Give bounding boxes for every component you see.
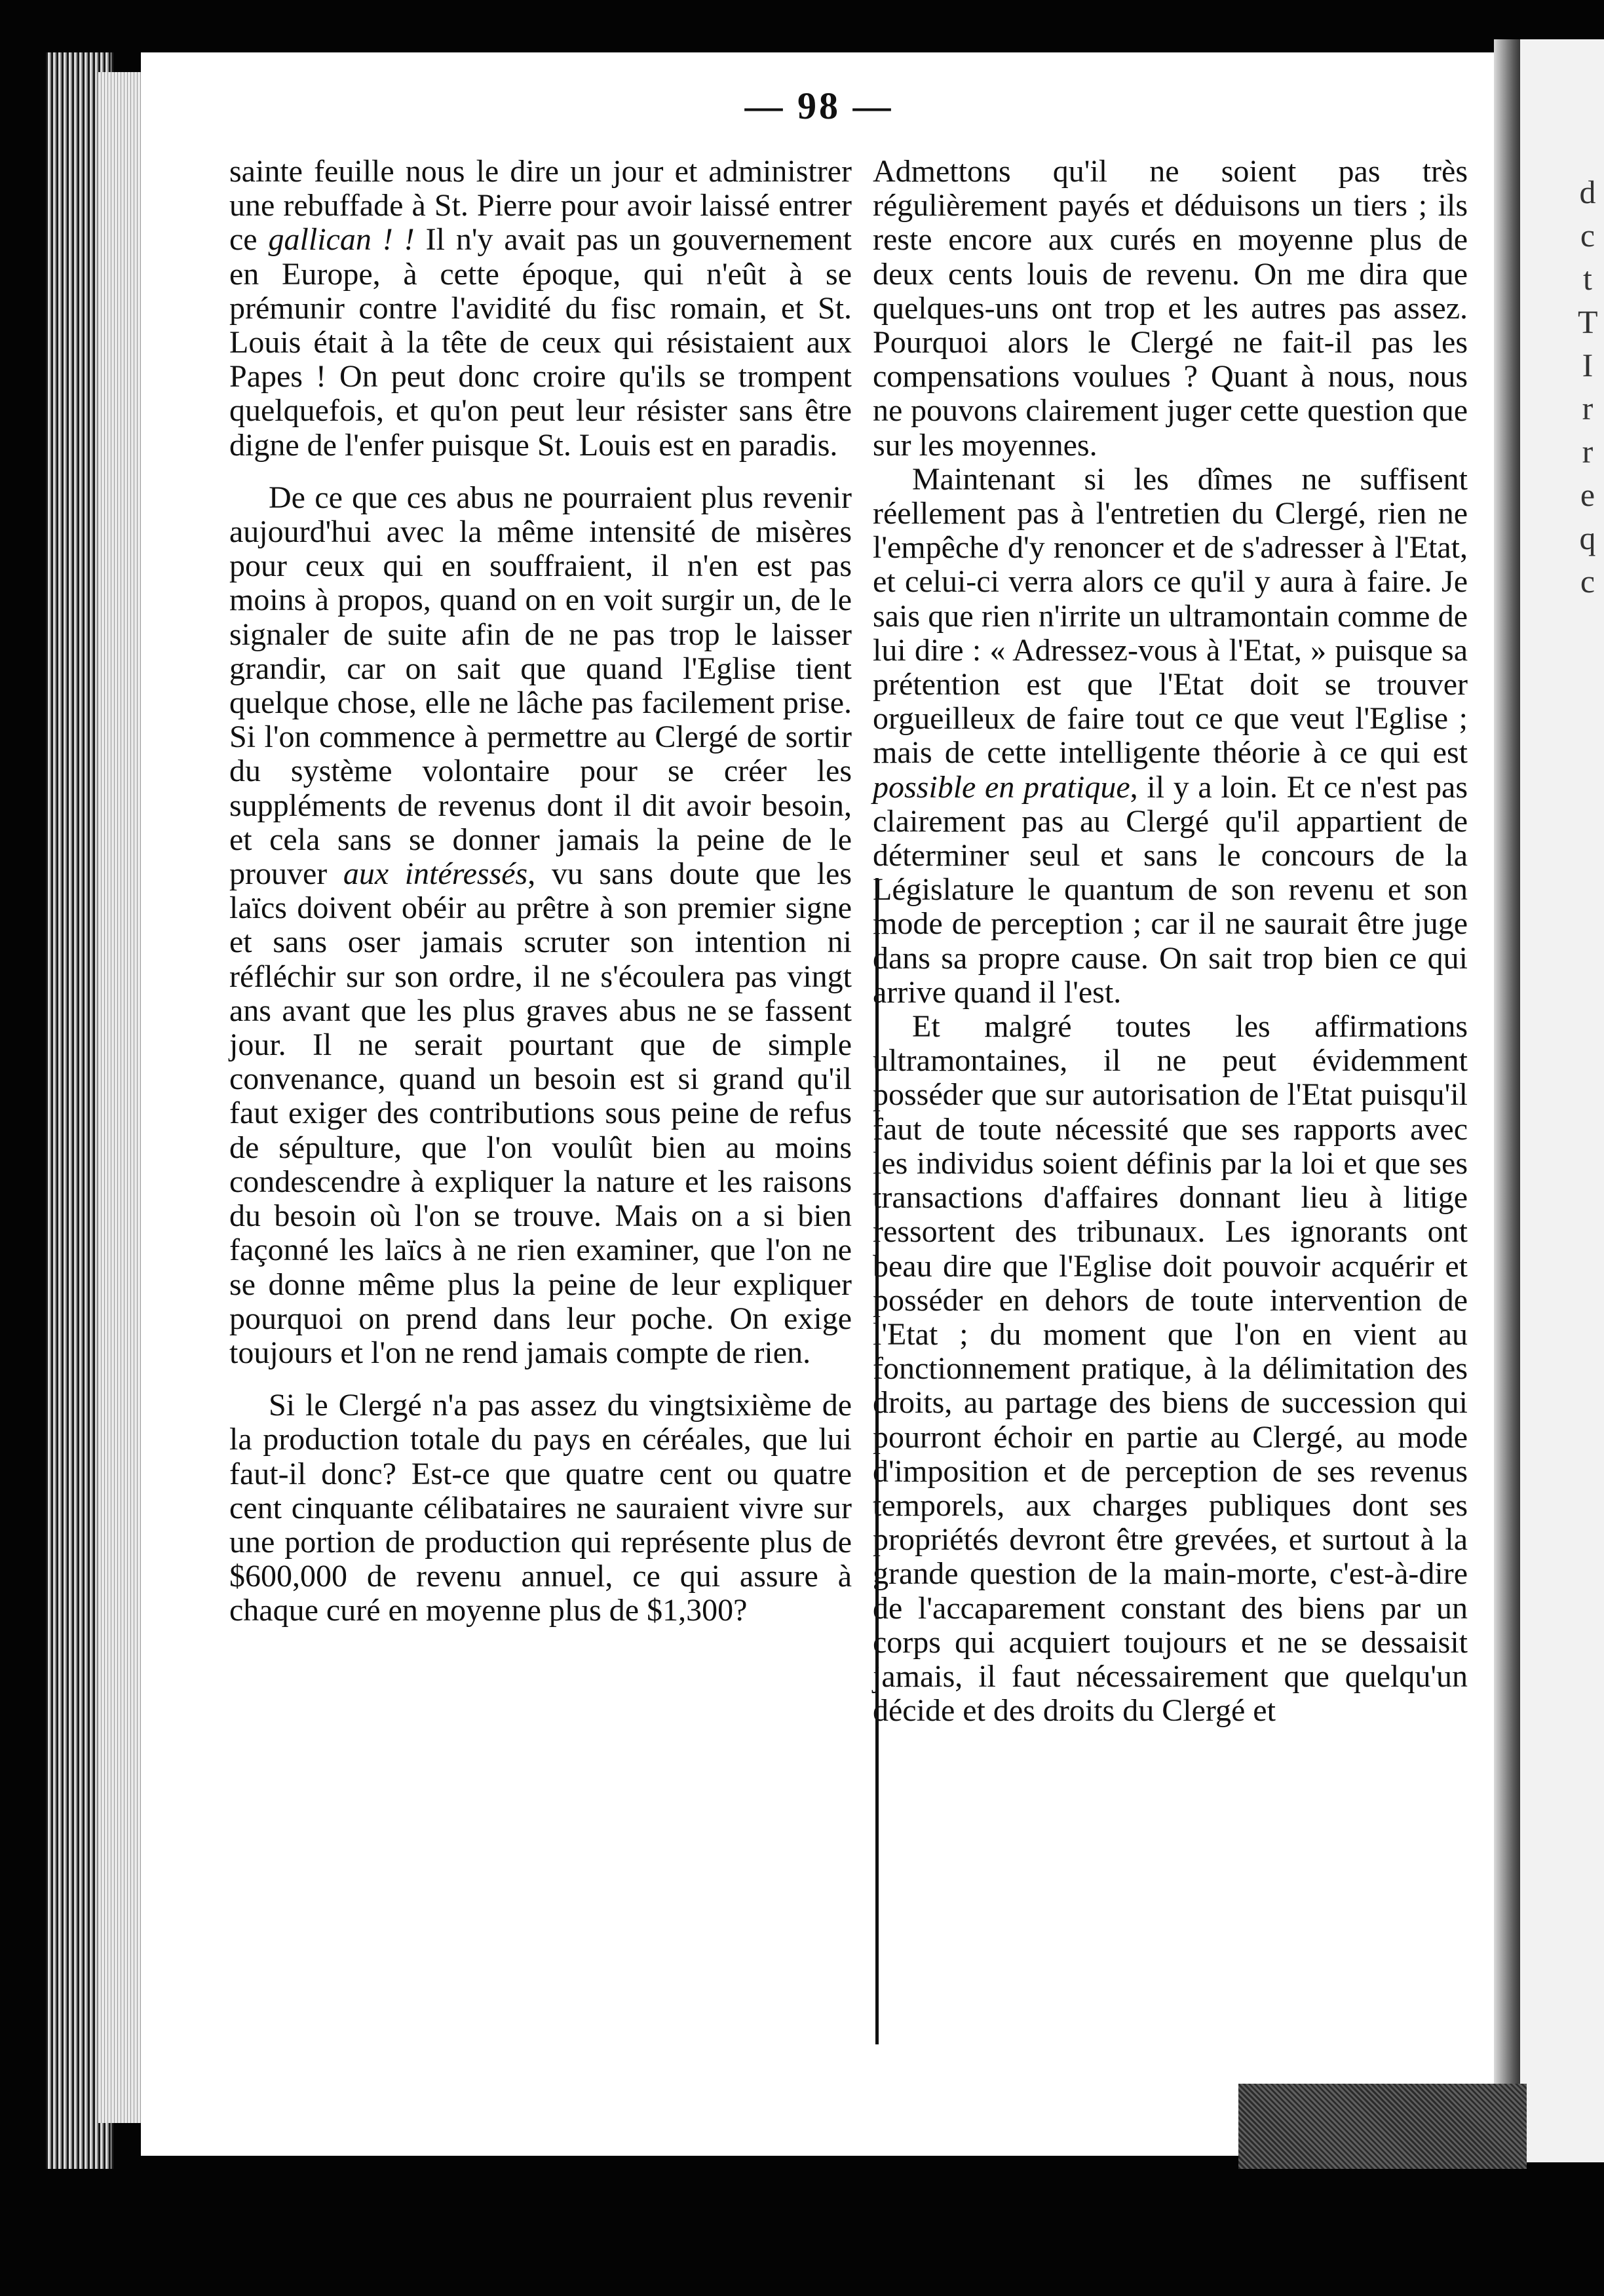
right-column xyxy=(873,155,1468,1728)
facing-letter: q xyxy=(1579,520,1596,556)
facing-letter: T xyxy=(1578,303,1598,340)
paragraph: Si le Clergé n'a pas assez du vingtsixième de la production totale du pays en céréales, que lui faut-il donc? Est-ce que quatre cent ou quatre cent cinquante célibataires ne sauraient vivre sur une portion de production qui représente plus de $600,000 de revenu annuel, ce qui assure à chaque curé en moyenne plus de $1,300? xyxy=(229,1388,852,1628)
paragraph: sainte feuille nous le dire un jour et administrer une rebuffade à St. Pierre pour avoir laissé entrer ce gallican ! ! Il n'y avait pas un gouvernement en Europe, à cette époque, qui n'eût à se prémunir contre l'avidité du fisc romain, et St. Louis était à la tête de ceux qui résistaient aux Papes ! On peut donc croire qu'ils se trompent quelquefois, et qu'on peut leur résister sans être digne de l'enfer puisque St. Louis est en paradis. xyxy=(229,154,852,463)
paragraph: De ce que ces abus ne pourraient plus revenir aujourd'hui avec la même intensité de misères pour ceux qui en souffraient, il n'en est pas moins à propos, quand on en voit surgir un, de le signaler de suite afin de ne pas trop le laisser grandir, car on sait que quand l'Eglise tient quelque chose, elle ne lâche pas facilement prise. Si l'on commence à permettre au Clergé de sortir du système volontaire pour se créer les suppléments de revenus dont il dit avoir besoin, et cela sans se donner jamais la peine de le prouver aux intéressés, vu sans doute que les laïcs doivent obéir au prêtre à son premier signe et sans oser jamais scruter son intention ni réfléchir sur son ordre, il ne s'écoulera pas vingt ans avant que les plus graves abus ne se fassent jour. Il ne serait pourtant que de simple convenance, quand un besoin est si grand qu'il faut exiger des contributions sous peine de refus de sépulture, que l'on voulût bien au moins condescendre à expliquer la nature et les raisons du besoin où l'on se trouve. Mais on a si bien façonné les laïcs à ne rien examiner, que l'on ne se donne même plus la peine de leur expliquer pourquoi on prend dans leur poche. On exige toujours et l'on ne rend jamais compte de rien. xyxy=(229,480,852,1370)
facing-letter: I xyxy=(1582,347,1594,383)
facing-letter: r xyxy=(1582,433,1594,470)
facing-letter: r xyxy=(1582,390,1594,427)
facing-letter: c xyxy=(1580,217,1595,254)
page-number: — 98 — xyxy=(744,85,894,127)
cloth-texture xyxy=(1238,2084,1527,2169)
facing-letter: e xyxy=(1580,476,1595,513)
paragraph: Et malgré toutes les affirmations ultramontaines, il ne peut évidemment posséder que sur autorisation de l'Etat puisqu'il faut de toute nécessité que ses rapports avec les individus soient définis par la loi et que ses transactions d'affaires donnant lieu à litige ressortent des tribunaux. Les ignorants ont beau dire que l'Eglise doit pouvoir acquérir et posséder en dehors de toute intervention de l'Etat ; du moment que l'on en vient au fonctionnement pratique, à la délimitation des droits, au partage des biens de succession qui pourront échoir en partie au Clergé, au mode d'imposition et de perception de ses revenus temporels, aux charges publiques dont ses propriétés devront être grevées, et surtout à la grande question de la main-morte, c'est-à-dire de l'accaparement constant des biens par un corps qui acquiert toujours et ne se dessaisit jamais, il faut nécessairement que quelqu'un décide et des droits du Clergé et xyxy=(873,1009,1468,1729)
italic-text: gallican ! ! xyxy=(268,222,415,258)
facing-page-letters xyxy=(1578,170,1597,603)
facing-page xyxy=(1520,39,1604,2162)
italic-text: possible en pratique xyxy=(873,769,1130,805)
page-edges xyxy=(98,72,144,2123)
paragraph: Maintenant si les dîmes ne suffisent réellement pas à l'entretien du Clergé, rien ne l'empêche d'y renoncer et de s'adresser à l'Etat, et celui-ci verra alors ce qu'il y aura à faire. Je sais que rien n'irrite un ultramontain comme de lui dire : « Adressez-vous à l'Etat, » puisque sa prétention est que l'Etat doit se trouver orgueilleux de faire tout ce que veut l'Eglise ; mais de cette intelligente théorie à ce qui est possible en pratique, il y a loin. Et ce n'est pas clairement pas au Clergé qu'il appartient de déterminer seul et sans le concours de la Législature le quantum de son revenu et son mode de perception ; car il ne saurait être juge dans sa propre cause. On sait trop bien ce qui arrive quand il l'est. xyxy=(873,461,1468,1010)
facing-letter: c xyxy=(1580,563,1595,600)
italic-text: aux intéressés xyxy=(343,856,528,892)
facing-letter: d xyxy=(1579,174,1596,210)
paragraph: Admettons qu'il ne soient pas très régulièrement payés et déduisons un tiers ; ils reste encore aux curés en moyenne plus de deux cents louis de revenu. On me dira que quelques-uns ont trop et les autres pas assez. Pourquoi alors le Clergé ne fait-il pas les compensations voulues ? Quant à nous, nous ne pouvons clairement juger cette question que sur les moyennes. xyxy=(873,154,1468,463)
left-column xyxy=(229,155,852,1628)
facing-letter: t xyxy=(1583,260,1592,297)
